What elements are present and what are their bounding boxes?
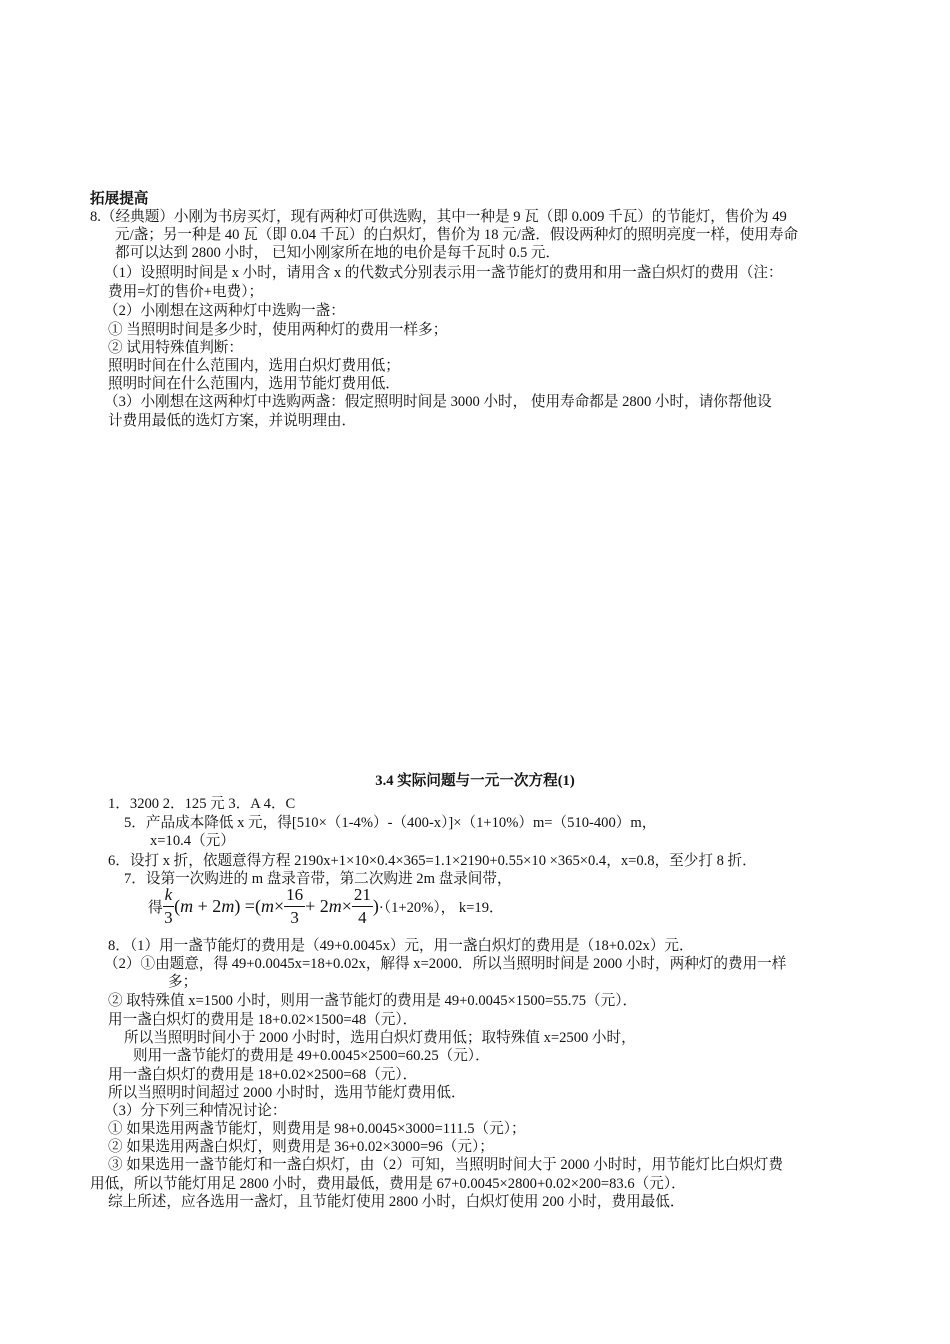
problem-line: 费用=灯的售价+电费）； — [108, 284, 264, 300]
answer-line: x=10.4（元） — [150, 833, 235, 849]
equation — [148, 884, 504, 936]
operator: + 2 — [193, 896, 222, 916]
problem-line: ② 试用特殊值判断： — [108, 340, 243, 356]
paren: ( — [174, 896, 181, 916]
paren: ) — [372, 896, 379, 916]
equation-tail: ·（1+20%）， k=19． — [378, 900, 504, 916]
problem-line: ① 当照明时间是多少时，使用两种灯的费用一样多； — [108, 322, 448, 338]
answer-line: 则用一盏节能灯的费用是 49+0.0045×2500=60.25（元）． — [133, 1048, 490, 1064]
variable: m — [328, 896, 342, 916]
problem-line: 都可以达到 2800 小时， 已知小刚家所在地的电价是每千瓦时 0.5 元． — [115, 245, 561, 261]
answer-line: 用一盏白炽灯的费用是 18+0.02×1500=48（元）． — [108, 1012, 418, 1028]
problem-line: （2）小刚想在这两种灯中选购一盏： — [104, 303, 345, 319]
answer-line: 所以当照明时间超过 2000 小时时，选用节能灯费用低． — [108, 1085, 466, 1101]
variable: m — [260, 896, 274, 916]
problem-line: 8.（经典题）小刚为书房买灯，现有两种灯可供选购，其中一种是 9 瓦（即 0.009 千瓦）的节能灯，售价为 49 — [90, 209, 787, 225]
answer-line: ① 如果选用两盏节能灯，则费用是 98+0.0045×3000=111.5（元）； — [108, 1121, 526, 1137]
problem-line: （3）小刚想在这两种灯中选购两盏：假定照明时间是 3000 小时， 使用寿命都是 2800 小时，请你帮他设 — [104, 394, 772, 410]
fraction-21-over-4 — [352, 884, 373, 929]
numerator: 16 — [284, 884, 305, 907]
answer-line: 用低，所以节能灯用足 2800 小时，费用最低，费用是 67+0.0045×2800+0.02×200=83.6（元）． — [90, 1176, 686, 1192]
variable: m — [180, 896, 194, 916]
denominator: 3 — [164, 908, 173, 927]
answer-line: ② 取特殊值 x=1500 小时，则用一盏节能灯的费用是 49+0.0045×1500=55.75（元）． — [108, 993, 638, 1009]
answer-line: 1．3200 2．125 元 3．A 4．C — [108, 796, 296, 812]
equation-prefix: 得 — [148, 900, 163, 916]
answer-line: ② 如果选用两盏白炽灯，则费用是 36+0.02×3000=96（元）； — [108, 1139, 494, 1155]
problem-line: 元/盏；另一种是 40 瓦（即 0.04 千瓦）的白炽灯，售价为 18 元/盏．假设两种灯的照明亮度一样，使用寿命 — [115, 227, 799, 243]
denominator: 3 — [290, 908, 299, 927]
problem-line: （1）设照明时间是 x 小时，请用含 x 的代数式分别表示用一盏节能灯的费用和用一盏白炽灯的费用（注： — [104, 265, 783, 281]
operator: ) =( — [234, 896, 261, 916]
answer-line: 7．设第一次购进的 m 盘录音带，第二次购进 2m 盘录间带， — [124, 871, 512, 887]
answer-line: （3）分下列三种情况讨论： — [104, 1103, 287, 1119]
fraction-16-over-3 — [284, 884, 305, 929]
answers-title: 3.4 实际问题与一元一次方程(1) — [375, 773, 575, 789]
answer-line: 8．（1）用一盏节能灯的费用是（49+0.0045x）元，用一盏白炽灯的费用是（18+0.02x）元． — [108, 938, 694, 954]
problem-line: 照明时间在什么范围内，选用白炽灯费用低； — [108, 358, 400, 374]
problem-line: 计费用最低的选灯方案，并说明理由． — [108, 413, 357, 429]
operator: × — [273, 896, 285, 916]
problem-line: 照明时间在什么范围内，选用节能灯费用低． — [108, 376, 400, 392]
answer-line: 5．产品成本降低 x 元，得[510×（1-4%）-（400-x）]×（1+10%）m=（510-400）m， — [124, 815, 657, 831]
denominator: 4 — [358, 908, 367, 927]
fraction-k-over-3 — [163, 884, 175, 929]
variable: m — [221, 896, 235, 916]
answer-line: ③ 如果选用一盏节能灯和一盏白炽灯，由（2）可知，当照明时间大于 2000 小时时，用节能灯比白炽灯费 — [108, 1157, 783, 1173]
answer-line: 用一盏白炽灯的费用是 18+0.02×2500=68（元）． — [108, 1067, 418, 1083]
operator: + 2 — [305, 896, 329, 916]
answer-line: （2）①由题意，得 49+0.0045x=18+0.02x，解得 x=2000．所以当照明时间是 2000 小时，两种灯的费用一样 — [104, 956, 787, 972]
answer-line: 所以当照明时间小于 2000 小时时，选用白炽灯费用低；取特殊值 x=2500 小时， — [124, 1030, 636, 1046]
numerator: 21 — [352, 884, 373, 907]
answer-line: 多； — [168, 974, 198, 990]
section-heading: 拓展提高 — [90, 191, 149, 207]
answer-line: 综上所述，应各选用一盏灯，且节能灯使用 2800 小时，白炽灯使用 200 小时，费用最低． — [108, 1194, 685, 1210]
numerator: k — [163, 884, 175, 907]
operator: × — [341, 896, 352, 916]
answer-line: 6．设打 x 折，依题意得方程 2190x+1×10×0.4×365=1.1×2190+0.55×10 ×365×0.4，x=0.8，至少打 8 折． — [108, 853, 757, 869]
